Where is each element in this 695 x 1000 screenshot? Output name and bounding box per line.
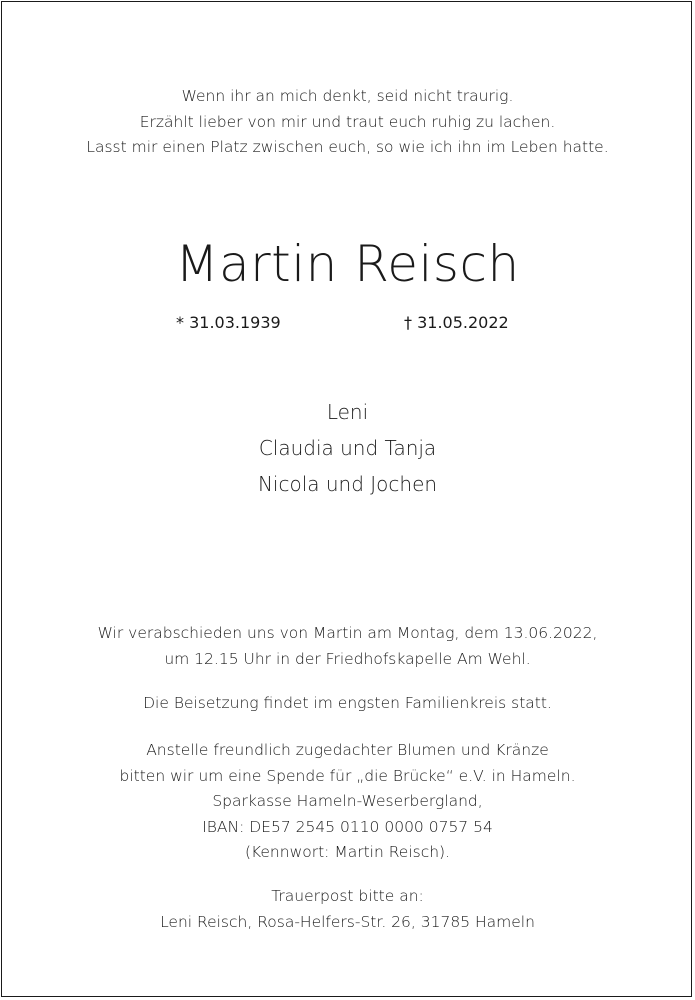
funeral-line: um 12.15 Uhr in der Friedhofskapelle Am Wehl. — [164, 649, 531, 668]
mourner-line: Claudia und Tanja — [258, 436, 437, 460]
memorial-poem — [0, 84, 695, 161]
funeral-line: Wir verabschieden uns von Martin am Montag, dem 13.06.2022, — [97, 624, 598, 642]
donation-line: bitten wir um eine Spende für „die Brücke“ e.V. in Hameln. — [119, 766, 576, 785]
poem-line: Erzählt lieber von mir und traut euch ruhig zu lachen. — [139, 112, 556, 131]
mourner-line: Leni — [326, 400, 369, 424]
donation-line: IBAN: DE57 2545 0110 0000 0757 54 — [202, 817, 493, 836]
donation-line: Sparkasse Hameln-Weserbergland, — [212, 792, 483, 810]
birth-date: * 31.03.1939 — [176, 313, 281, 332]
burial-line: Die Beisetzung findet im engsten Familienkreis statt. — [143, 694, 552, 712]
condolence-address — [0, 884, 695, 935]
death-date: † 31.05.2022 — [404, 313, 509, 332]
condolence-line: Trauerpost bitte an: — [271, 887, 424, 905]
mourners-list — [0, 394, 695, 502]
donation-line: (Kennwort: Martin Reisch). — [244, 843, 451, 861]
donation-line: Anstelle freundlich zugedachter Blumen und Kränze — [146, 741, 549, 759]
condolence-line: Leni Reisch, Rosa-Helfers-Str. 26, 31785 Hameln — [160, 912, 535, 931]
funeral-details — [0, 621, 695, 672]
donation-request — [0, 738, 695, 866]
poem-line: Lasst mir einen Platz zwischen euch, so wie ich ihn im Leben hatte. — [86, 138, 609, 156]
burial-note — [0, 691, 695, 717]
poem-line: Wenn ihr an mich denkt, seid nicht traurig. — [181, 87, 514, 105]
mourner-line: Nicola und Jochen — [257, 472, 438, 496]
deceased-name: Martin Reisch — [175, 235, 520, 293]
